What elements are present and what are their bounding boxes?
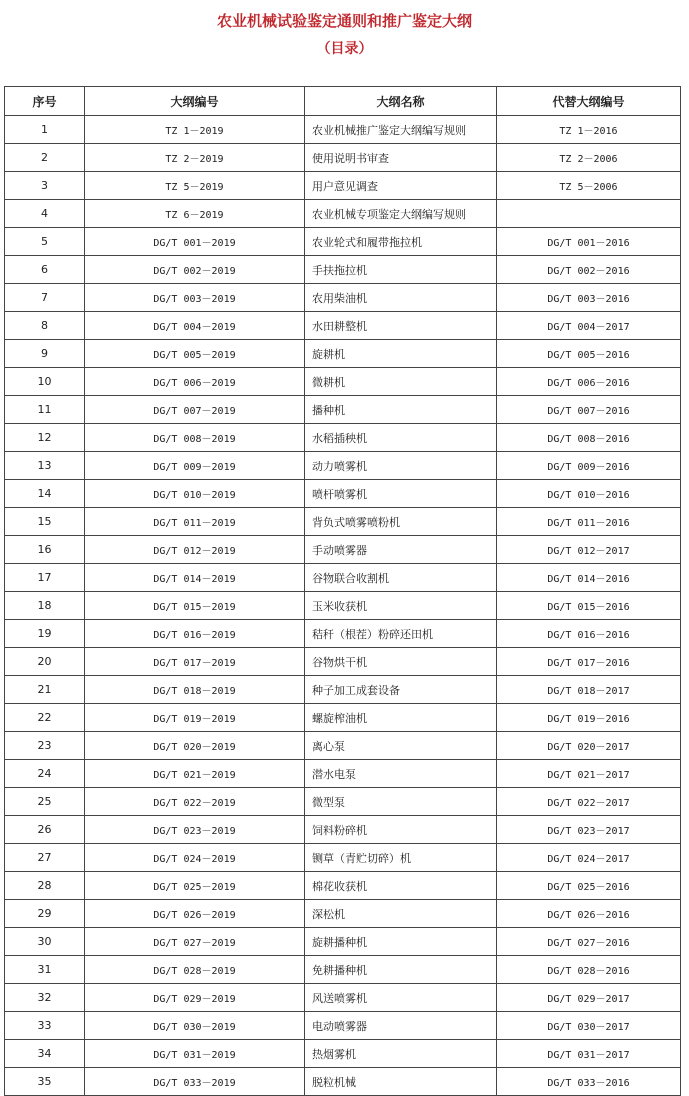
cell-outline-number: DG/T 015－2019 [85, 592, 305, 620]
cell-index: 11 [5, 396, 85, 424]
table-row [5, 284, 681, 312]
cell-outline-number: DG/T 031－2019 [85, 1040, 305, 1068]
table-row [5, 144, 681, 172]
cell-outline-name: 微耕机 [305, 368, 497, 396]
cell-outline-number: DG/T 002－2019 [85, 256, 305, 284]
cell-outline-number: TZ 6－2019 [85, 200, 305, 228]
table-row [5, 480, 681, 508]
cell-outline-number: DG/T 030－2019 [85, 1012, 305, 1040]
cell-index: 20 [5, 648, 85, 676]
cell-index: 18 [5, 592, 85, 620]
cell-outline-name: 手动喷雾器 [305, 536, 497, 564]
cell-outline-name: 风送喷雾机 [305, 984, 497, 1012]
cell-outline-name: 旋耕机 [305, 340, 497, 368]
table-row [5, 1012, 681, 1040]
cell-outline-number: DG/T 004－2019 [85, 312, 305, 340]
cell-index: 27 [5, 844, 85, 872]
cell-outline-number: DG/T 005－2019 [85, 340, 305, 368]
cell-replaced-number: DG/T 004－2017 [497, 312, 681, 340]
table-row [5, 704, 681, 732]
cell-replaced-number: DG/T 005－2016 [497, 340, 681, 368]
cell-index: 12 [5, 424, 85, 452]
cell-outline-number: DG/T 025－2019 [85, 872, 305, 900]
cell-replaced-number: DG/T 008－2016 [497, 424, 681, 452]
cell-outline-number: DG/T 016－2019 [85, 620, 305, 648]
cell-outline-name: 免耕播种机 [305, 956, 497, 984]
cell-replaced-number: DG/T 001－2016 [497, 228, 681, 256]
cell-outline-name: 农业机械专项鉴定大纲编写规则 [305, 200, 497, 228]
cell-index: 8 [5, 312, 85, 340]
cell-outline-number: TZ 1－2019 [85, 116, 305, 144]
header-outline-name: 大纲名称 [305, 87, 497, 116]
cell-index: 5 [5, 228, 85, 256]
cell-outline-name: 种子加工成套设备 [305, 676, 497, 704]
document-subtitle: （目录） [316, 41, 373, 57]
cell-index: 14 [5, 480, 85, 508]
table-row [5, 256, 681, 284]
cell-outline-number: TZ 5－2019 [85, 172, 305, 200]
cell-outline-number: DG/T 028－2019 [85, 956, 305, 984]
table-row [5, 844, 681, 872]
cell-replaced-number: DG/T 007－2016 [497, 396, 681, 424]
cell-outline-number: DG/T 003－2019 [85, 284, 305, 312]
cell-outline-name: 电动喷雾器 [305, 1012, 497, 1040]
table-row [5, 1068, 681, 1096]
table-row [5, 1040, 681, 1068]
cell-replaced-number: DG/T 030－2017 [497, 1012, 681, 1040]
cell-replaced-number: TZ 5－2006 [497, 172, 681, 200]
cell-index: 24 [5, 760, 85, 788]
cell-index: 1 [5, 116, 85, 144]
table-row [5, 592, 681, 620]
cell-outline-number: DG/T 012－2019 [85, 536, 305, 564]
cell-index: 22 [5, 704, 85, 732]
cell-outline-number: DG/T 029－2019 [85, 984, 305, 1012]
cell-index: 23 [5, 732, 85, 760]
document-title: 农业机械试验鉴定通则和推广鉴定大纲 [216, 12, 472, 30]
cell-replaced-number: DG/T 029－2017 [497, 984, 681, 1012]
table-body [5, 116, 681, 1096]
cell-outline-number: DG/T 001－2019 [85, 228, 305, 256]
cell-replaced-number: DG/T 016－2016 [497, 620, 681, 648]
cell-outline-name: 农业轮式和履带拖拉机 [305, 228, 497, 256]
table-row [5, 872, 681, 900]
table-row [5, 928, 681, 956]
cell-replaced-number: DG/T 033－2016 [497, 1068, 681, 1096]
table-row [5, 788, 681, 816]
table-row [5, 984, 681, 1012]
table-row [5, 172, 681, 200]
cell-outline-number: DG/T 007－2019 [85, 396, 305, 424]
outline-table [4, 86, 681, 1096]
cell-outline-name: 手扶拖拉机 [305, 256, 497, 284]
table-header-row [5, 87, 681, 116]
cell-replaced-number: DG/T 006－2016 [497, 368, 681, 396]
header-outline-number: 大纲编号 [85, 87, 305, 116]
cell-outline-name: 棉花收获机 [305, 872, 497, 900]
cell-outline-name: 谷物联合收割机 [305, 564, 497, 592]
cell-index: 33 [5, 1012, 85, 1040]
cell-replaced-number: DG/T 028－2016 [497, 956, 681, 984]
cell-index: 10 [5, 368, 85, 396]
cell-outline-name: 离心泵 [305, 732, 497, 760]
cell-outline-name: 热烟雾机 [305, 1040, 497, 1068]
cell-index: 35 [5, 1068, 85, 1096]
cell-outline-name: 喷杆喷雾机 [305, 480, 497, 508]
table-row [5, 564, 681, 592]
table-row [5, 816, 681, 844]
cell-replaced-number: DG/T 010－2016 [497, 480, 681, 508]
cell-outline-name: 饲料粉碎机 [305, 816, 497, 844]
cell-outline-number: DG/T 009－2019 [85, 452, 305, 480]
cell-outline-number: DG/T 019－2019 [85, 704, 305, 732]
cell-outline-name: 用户意见调查 [305, 172, 497, 200]
cell-outline-number: DG/T 011－2019 [85, 508, 305, 536]
cell-outline-number: TZ 2－2019 [85, 144, 305, 172]
cell-index: 13 [5, 452, 85, 480]
cell-index: 29 [5, 900, 85, 928]
table-row [5, 340, 681, 368]
cell-outline-name: 旋耕播种机 [305, 928, 497, 956]
cell-index: 16 [5, 536, 85, 564]
cell-index: 25 [5, 788, 85, 816]
cell-index: 21 [5, 676, 85, 704]
cell-index: 34 [5, 1040, 85, 1068]
cell-outline-number: DG/T 006－2019 [85, 368, 305, 396]
table-row [5, 312, 681, 340]
header-replaced-number: 代替大纲编号 [497, 87, 681, 116]
cell-index: 32 [5, 984, 85, 1012]
cell-outline-name: 使用说明书审查 [305, 144, 497, 172]
cell-outline-number: DG/T 018－2019 [85, 676, 305, 704]
cell-replaced-number: DG/T 021－2017 [497, 760, 681, 788]
cell-replaced-number: DG/T 027－2016 [497, 928, 681, 956]
cell-outline-name: 谷物烘干机 [305, 648, 497, 676]
cell-outline-number: DG/T 024－2019 [85, 844, 305, 872]
cell-outline-name: 脱粒机械 [305, 1068, 497, 1096]
cell-outline-name: 铡草（青贮切碎）机 [305, 844, 497, 872]
cell-replaced-number: TZ 2－2006 [497, 144, 681, 172]
cell-outline-number: DG/T 022－2019 [85, 788, 305, 816]
cell-outline-number: DG/T 026－2019 [85, 900, 305, 928]
cell-outline-name: 秸秆（根茬）粉碎还田机 [305, 620, 497, 648]
table-row [5, 508, 681, 536]
cell-outline-name: 水稻插秧机 [305, 424, 497, 452]
cell-replaced-number: DG/T 018－2017 [497, 676, 681, 704]
cell-outline-name: 水田耕整机 [305, 312, 497, 340]
cell-replaced-number [497, 200, 681, 228]
header-index: 序号 [5, 87, 85, 116]
cell-outline-name: 农用柴油机 [305, 284, 497, 312]
cell-outline-name: 播种机 [305, 396, 497, 424]
cell-outline-name: 深松机 [305, 900, 497, 928]
table-row [5, 424, 681, 452]
cell-index: 7 [5, 284, 85, 312]
table-row [5, 368, 681, 396]
cell-index: 26 [5, 816, 85, 844]
cell-outline-name: 螺旋榨油机 [305, 704, 497, 732]
cell-replaced-number: DG/T 017－2016 [497, 648, 681, 676]
cell-index: 17 [5, 564, 85, 592]
cell-outline-number: DG/T 021－2019 [85, 760, 305, 788]
cell-replaced-number: DG/T 002－2016 [497, 256, 681, 284]
table-row [5, 452, 681, 480]
cell-index: 2 [5, 144, 85, 172]
cell-replaced-number: DG/T 012－2017 [497, 536, 681, 564]
cell-outline-number: DG/T 033－2019 [85, 1068, 305, 1096]
cell-index: 28 [5, 872, 85, 900]
cell-outline-name: 动力喷雾机 [305, 452, 497, 480]
cell-replaced-number: DG/T 009－2016 [497, 452, 681, 480]
cell-replaced-number: DG/T 026－2016 [497, 900, 681, 928]
cell-replaced-number: DG/T 011－2016 [497, 508, 681, 536]
table-row [5, 116, 681, 144]
cell-outline-number: DG/T 023－2019 [85, 816, 305, 844]
cell-outline-number: DG/T 017－2019 [85, 648, 305, 676]
cell-replaced-number: DG/T 031－2017 [497, 1040, 681, 1068]
cell-index: 30 [5, 928, 85, 956]
cell-outline-number: DG/T 008－2019 [85, 424, 305, 452]
table-row [5, 620, 681, 648]
cell-outline-name: 背负式喷雾喷粉机 [305, 508, 497, 536]
table-row [5, 900, 681, 928]
table-row [5, 956, 681, 984]
table-row [5, 228, 681, 256]
table-row [5, 536, 681, 564]
cell-outline-name: 农业机械推广鉴定大纲编写规则 [305, 116, 497, 144]
cell-replaced-number: DG/T 003－2016 [497, 284, 681, 312]
cell-index: 19 [5, 620, 85, 648]
cell-replaced-number: DG/T 019－2016 [497, 704, 681, 732]
cell-outline-name: 微型泵 [305, 788, 497, 816]
cell-index: 6 [5, 256, 85, 284]
table-row [5, 648, 681, 676]
table-row [5, 760, 681, 788]
cell-replaced-number: DG/T 024－2017 [497, 844, 681, 872]
cell-index: 3 [5, 172, 85, 200]
table-row [5, 676, 681, 704]
cell-replaced-number: DG/T 022－2017 [497, 788, 681, 816]
cell-replaced-number: TZ 1－2016 [497, 116, 681, 144]
cell-index: 31 [5, 956, 85, 984]
cell-outline-number: DG/T 010－2019 [85, 480, 305, 508]
cell-outline-name: 潜水电泵 [305, 760, 497, 788]
cell-index: 15 [5, 508, 85, 536]
cell-outline-number: DG/T 014－2019 [85, 564, 305, 592]
cell-replaced-number: DG/T 023－2017 [497, 816, 681, 844]
cell-index: 4 [5, 200, 85, 228]
cell-replaced-number: DG/T 020－2017 [497, 732, 681, 760]
table-row [5, 732, 681, 760]
cell-replaced-number: DG/T 014－2016 [497, 564, 681, 592]
cell-replaced-number: DG/T 025－2016 [497, 872, 681, 900]
table-row [5, 396, 681, 424]
cell-index: 9 [5, 340, 85, 368]
table-row [5, 200, 681, 228]
cell-outline-name: 玉米收获机 [305, 592, 497, 620]
cell-outline-number: DG/T 020－2019 [85, 732, 305, 760]
cell-replaced-number: DG/T 015－2016 [497, 592, 681, 620]
cell-outline-number: DG/T 027－2019 [85, 928, 305, 956]
